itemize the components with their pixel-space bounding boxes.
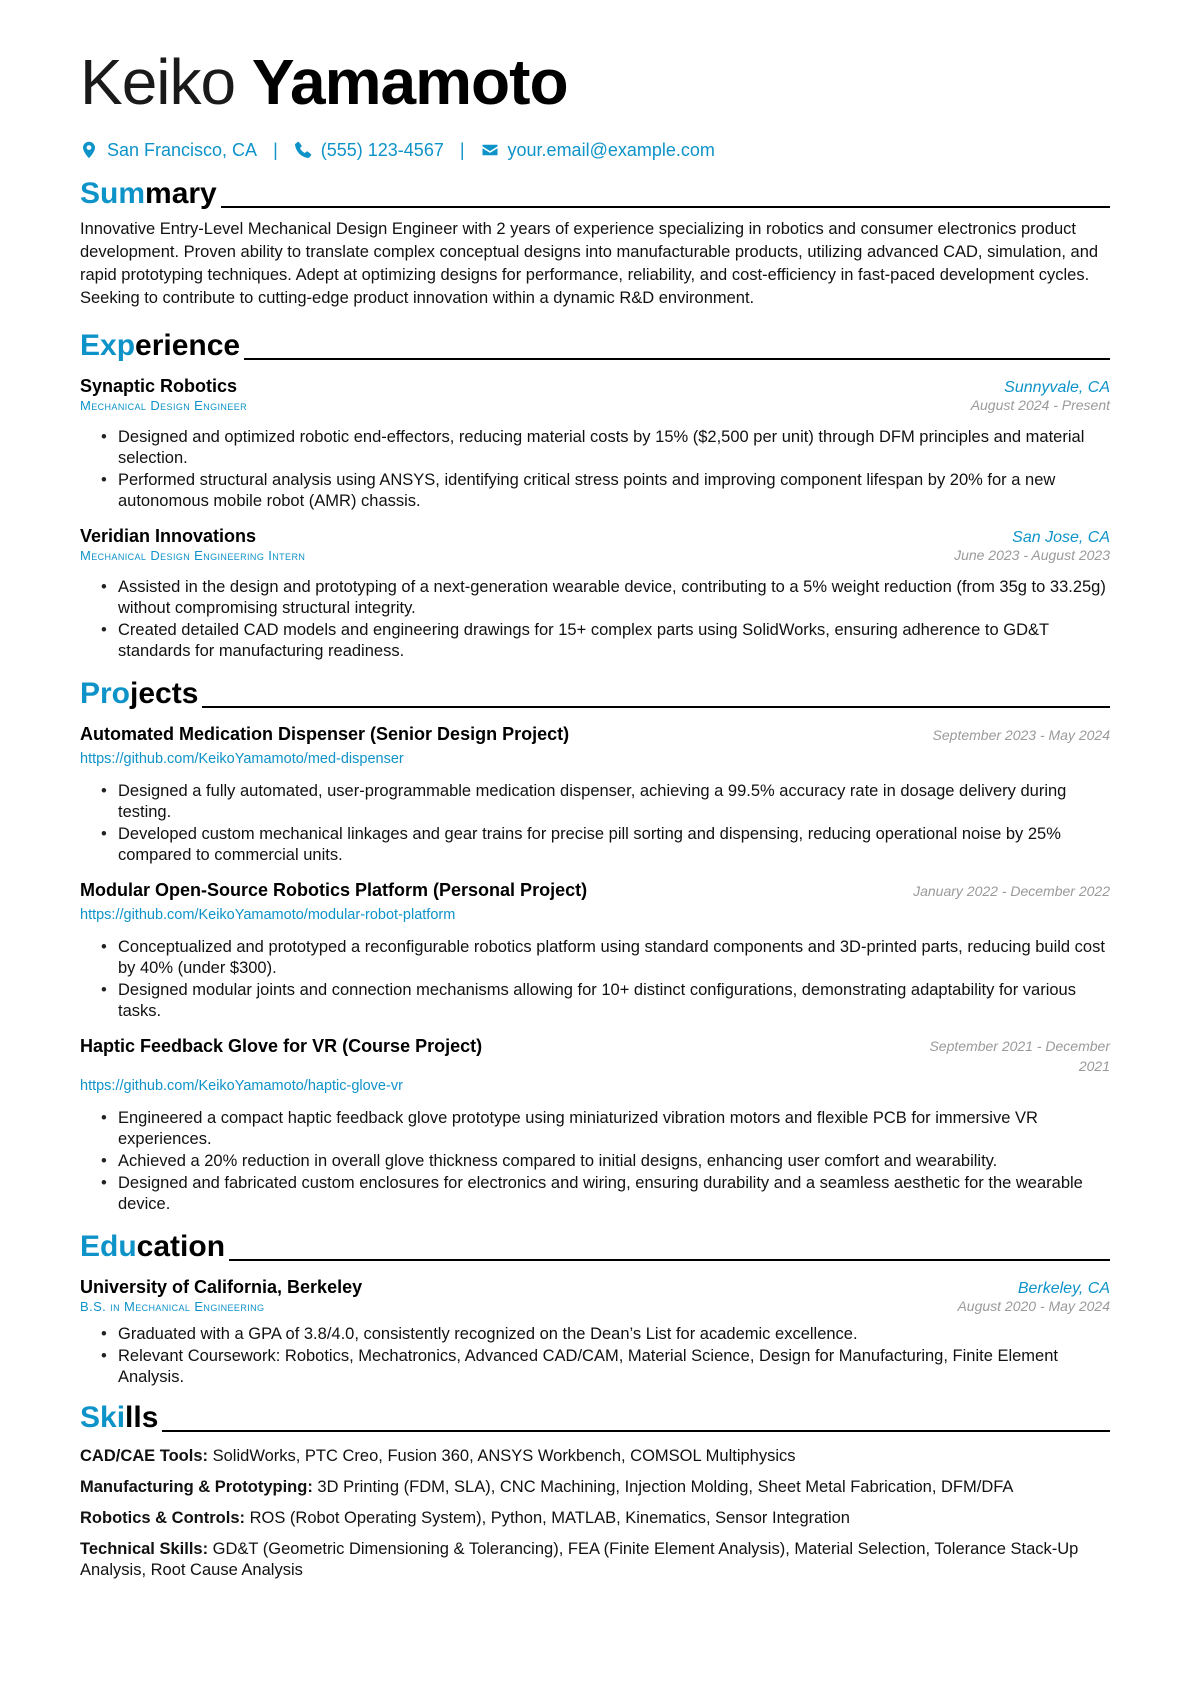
skill-value: 3D Printing (FDM, SLA), CNC Machining, Injection Molding, Sheet Metal Fabrication, DFM/DFA: [317, 1478, 1014, 1496]
school-name: University of California, Berkeley: [80, 1277, 363, 1297]
project-name: Haptic Feedback Glove for VR (Course Project): [80, 1036, 483, 1056]
section-title: [80, 676, 198, 712]
section-rule: [229, 1259, 1110, 1261]
entry-location: Berkeley, CA: [1017, 1280, 1110, 1297]
skill-label: Manufacturing & Prototyping:: [80, 1478, 313, 1496]
bullet-list: [80, 781, 1110, 866]
section-title: [80, 1400, 158, 1436]
envelope-icon: [481, 140, 499, 160]
skill-label: Technical Skills:: [80, 1540, 209, 1558]
entry-dates: August 2020 - May 2024: [957, 1298, 1110, 1314]
email-link[interactable]: your.email@example.com: [507, 139, 715, 160]
experience-entry: [80, 526, 1110, 662]
project-entry: [80, 724, 1110, 866]
list-item: • Engineered a compact haptic feedback glove prototype using miniaturized vibration motors and flexible PCB for immersive VR experiences.: [118, 1108, 1110, 1150]
skill-label: Robotics & Controls:: [80, 1509, 245, 1527]
section-title: [80, 1229, 225, 1265]
company-name: Synaptic Robotics: [80, 376, 238, 396]
last-name: Yamamoto: [251, 46, 568, 118]
skill-value: ROS (Robot Operating System), Python, MATLAB, Kinematics, Sensor Integration: [249, 1509, 850, 1527]
contact-line: [80, 138, 1110, 162]
section-title-accent: Pro: [80, 677, 131, 710]
contact-separator: |: [459, 139, 465, 160]
project-link[interactable]: https://github.com/KeikoYamamoto/modular-robot-platform: [80, 907, 456, 923]
job-title: Mechanical Design Engineer: [80, 398, 248, 413]
project-name: Automated Medication Dispenser (Senior Design Project): [80, 724, 570, 744]
contact-email[interactable]: [481, 140, 715, 161]
entry-location: Sunnyvale, CA: [1004, 379, 1110, 396]
list-item: • Relevant Coursework: Robotics, Mechatronics, Advanced CAD/CAM, Material Science, Design for Manufacturing, Finite Element Analysis.: [118, 1346, 1110, 1388]
project-entry: [80, 1036, 1110, 1215]
contact-separator: |: [273, 139, 278, 160]
education-entry: [80, 1277, 1110, 1388]
bullet-list: [80, 427, 1110, 512]
bullet-list: [80, 1108, 1110, 1215]
entry-dates: September 2023 - May 2024: [932, 727, 1110, 743]
section-title-rest: cation: [136, 1230, 226, 1263]
section-title-accent: Sum: [80, 177, 146, 210]
location-text: San Francisco, CA: [107, 139, 258, 160]
list-item: • Designed modular joints and connection mechanisms allowing for 10+ distinct configurations, demonstrating adaptability for various tasks.: [118, 980, 1110, 1022]
candidate-name: [80, 40, 1110, 124]
skill-value: GD&T (Geometric Dimensioning & Tolerancing), FEA (Finite Element Analysis), Material Selection, Tolerance Stack-Up Analysis, Root Cause Analysis: [80, 1540, 1079, 1579]
skill-value: SolidWorks, PTC Creo, Fusion 360, ANSYS Workbench, COMSOL Multiphysics: [212, 1447, 796, 1465]
section-rule: [221, 206, 1110, 208]
section-title-rest: erience: [135, 329, 241, 362]
section-experience-header: [80, 324, 1110, 364]
project-link[interactable]: https://github.com/KeikoYamamoto/haptic-glove-vr: [80, 1078, 403, 1094]
skill-label: CAD/CAE Tools:: [80, 1447, 209, 1465]
summary-text: Innovative Entry-Level Mechanical Design Engineer with 2 years of experience specializing in robotics and consumer electronics product development. Proven ability to translate complex conceptual designs into manufacturable products, utilizing advanced CAD, simulation, and rapid prototyping techniques. Adept at optimizing designs for performance, reliability, and cost-efficiency in fast-paced development cycles. Seeking to contribute to cutting-edge product innovation within a dynamic R&D environment.: [80, 220, 1099, 307]
list-item: • Conceptualized and prototyped a reconfigurable robotics platform using standard components and 3D-printed parts, reducing build cost by 40% (under $300).: [118, 937, 1110, 979]
entry-dates: August 2024 - Present: [970, 397, 1110, 413]
section-rule: [202, 706, 1110, 708]
first-name: Keiko: [80, 46, 236, 118]
list-item: • Assisted in the design and prototyping of a next-generation wearable device, contributing to a 5% weight reduction (from 35g to 33.25g) without compromising structural integrity.: [118, 577, 1110, 619]
skill-row: [80, 1446, 1110, 1467]
skill-row: [80, 1539, 1110, 1581]
company-name: Veridian Innovations: [80, 526, 257, 546]
job-title: Mechanical Design Engineering Intern: [80, 548, 306, 563]
list-item: • Created detailed CAD models and engineering drawings for 15+ complex parts using SolidWorks, ensuring adherence to GD&T standards for manufacturing readiness.: [118, 620, 1110, 662]
list-item: • Developed custom mechanical linkages and gear trains for precise pill sorting and dispensing, reducing operational noise by 25% compared to commercial units.: [118, 824, 1110, 866]
list-item: • Achieved a 20% reduction in overall glove thickness compared to initial designs, enhancing user comfort and wearability.: [118, 1151, 1110, 1172]
section-rule: [244, 358, 1110, 360]
section-title-accent: Edu: [80, 1230, 137, 1263]
skill-row: [80, 1508, 1110, 1529]
entry-dates: January 2022 - December 2022: [913, 883, 1110, 899]
section-title-accent: Exp: [80, 329, 136, 362]
bullet-list: [80, 577, 1110, 662]
list-item: • Designed a fully automated, user-programmable medication dispenser, achieving a 99.5% accuracy rate in dosage delivery during testing.: [118, 781, 1110, 823]
entry-dates: September 2021 - December 2021: [929, 1038, 1110, 1074]
degree-title: B.S. in Mechanical Engineering: [80, 1299, 265, 1314]
section-education-header: [80, 1225, 1110, 1265]
list-item: • Performed structural analysis using ANSYS, identifying critical stress points and improving component lifespan by 20% for a new autonomous mobile robot (AMR) chassis.: [118, 470, 1110, 512]
bullet-list: [80, 937, 1110, 1022]
section-title-rest: jects: [130, 677, 199, 710]
section-projects-header: [80, 672, 1110, 712]
section-title: [80, 328, 240, 364]
section-title: [80, 176, 217, 212]
section-title-accent: Ski: [80, 1401, 126, 1434]
section-title-rest: mary: [145, 177, 217, 210]
section-title-rest: lls: [125, 1401, 159, 1434]
skill-row: [80, 1477, 1110, 1498]
list-item: • Designed and optimized robotic end-effectors, reducing material costs by 15% ($2,500 per unit) through DFM principles and material selection.: [118, 427, 1110, 469]
list-item: • Graduated with a GPA of 3.8/4.0, consistently recognized on the Dean’s List for academic excellence.: [118, 1324, 1110, 1345]
contact-location: [80, 140, 257, 161]
entry-dates: June 2023 - August 2023: [954, 547, 1110, 563]
bullet-list: [80, 1324, 1110, 1388]
contact-phone[interactable]: [294, 140, 444, 161]
entry-location: San Jose, CA: [1012, 529, 1110, 546]
map-pin-icon: [80, 140, 98, 160]
project-name: Modular Open-Source Robotics Platform (Personal Project): [80, 880, 588, 900]
phone-icon: [294, 140, 312, 160]
section-rule: [162, 1430, 1110, 1432]
project-entry: [80, 880, 1110, 1022]
section-skills-header: [80, 1396, 1110, 1436]
phone-text: (555) 123-4567: [320, 139, 444, 160]
list-item: • Designed and fabricated custom enclosures for electronics and wiring, ensuring durability and a seamless aesthetic for the wearable device.: [118, 1173, 1110, 1215]
section-summary-header: [80, 172, 1110, 212]
project-link[interactable]: https://github.com/KeikoYamamoto/med-dispenser: [80, 751, 404, 767]
experience-entry: [80, 376, 1110, 512]
